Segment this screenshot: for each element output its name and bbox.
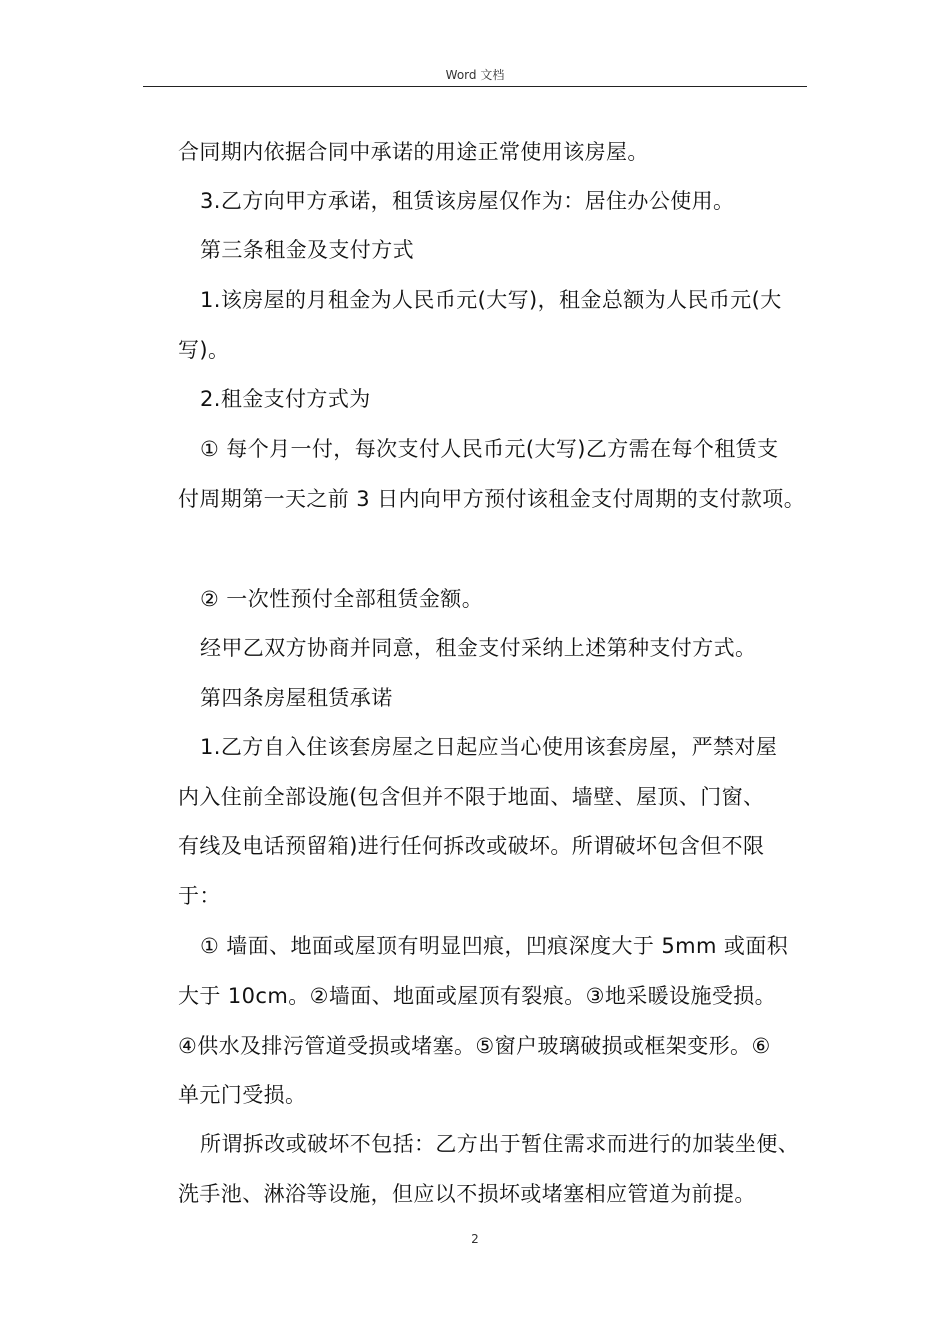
paragraph-line: 内入住前全部设施(包含但并不限于地面、墙壁、屋顶、门窗、 — [178, 785, 765, 809]
paragraph-line: 单元门受损。 — [178, 1083, 307, 1107]
section-heading: 第四条房屋租赁承诺 — [200, 686, 393, 710]
section-heading: 第三条租金及支付方式 — [200, 238, 414, 262]
paragraph-line: 洗手池、淋浴等设施，但应以不损坏或堵塞相应管道为前提。 — [178, 1182, 756, 1206]
paragraph-line: 经甲乙双方协商并同意，租金支付采纳上述第种支付方式。 — [200, 636, 757, 660]
paragraph-line: 付周期第一天之前 3 日内向甲方预付该租金支付周期的支付款项。 — [178, 487, 806, 511]
header-divider — [143, 86, 807, 87]
paragraph-line: ① 墙面、地面或屋顶有明显凹痕，凹痕深度大于 5mm 或面积 — [200, 934, 789, 958]
paragraph-line: 写)。 — [178, 338, 230, 362]
paragraph-line: 所谓拆改或破坏不包括：乙方出于暂住需求而进行的加装坐便、 — [200, 1132, 800, 1156]
paragraph-line: ④供水及排污管道受损或堵塞。⑤窗户玻璃破损或框架变形。⑥ — [178, 1034, 771, 1058]
paragraph-line: 有线及电话预留箱)进行任何拆改或破坏。所谓破坏包含但不限 — [178, 834, 765, 858]
paragraph-line: 2.租金支付方式为 — [200, 387, 371, 411]
paragraph-line: 1.乙方自入住该套房屋之日起应当心使用该套房屋，严禁对屋 — [200, 735, 778, 759]
paragraph-line: ① 每个月一付，每次支付人民币元(大写)乙方需在每个租赁支 — [200, 437, 779, 461]
paragraph-line: 3.乙方向甲方承诺，租赁该房屋仅作为：居住办公使用。 — [200, 189, 735, 213]
paragraph-line: 于： — [178, 884, 221, 908]
paragraph-line: 1.该房屋的月租金为人民币元(大写)，租金总额为人民币元(大 — [200, 288, 782, 312]
page-number: 2 — [471, 1232, 479, 1246]
paragraph-line: ② 一次性预付全部租赁金额。 — [200, 587, 484, 611]
paragraph-line: 大于 10cm。②墙面、地面或屋顶有裂痕。③地采暖设施受损。 — [178, 984, 777, 1008]
header-title: Word 文档 — [445, 68, 505, 82]
paragraph-line: 合同期内依据合同中承诺的用途正常使用该房屋。 — [178, 140, 649, 164]
